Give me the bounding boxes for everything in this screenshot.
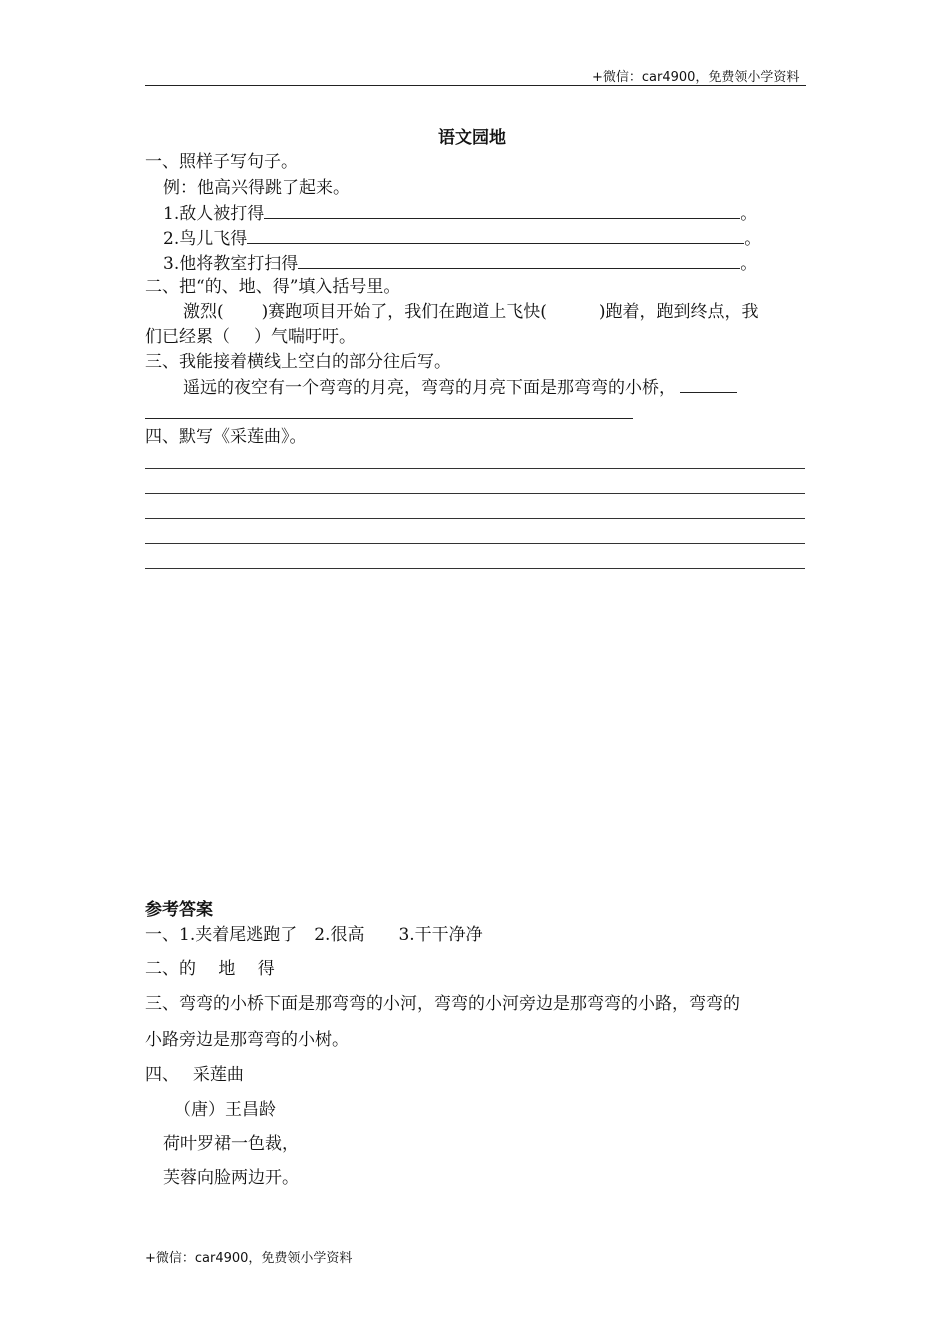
poem-line-2: 芙蓉向脸两边开。: [163, 1168, 299, 1188]
section1-item-3: [163, 253, 757, 275]
section1-item-2: [163, 228, 761, 250]
section2-line-1: [183, 301, 759, 323]
answer-3-line-1: 三、弯弯的小桥下面是那弯弯的小河，弯弯的小河旁边是那弯弯的小路，弯弯的: [145, 994, 740, 1014]
answer-blank[interactable]: [247, 229, 744, 244]
answer-4-label: 四、 采莲曲: [145, 1065, 244, 1085]
fill-text: ）气喘吁吁。: [254, 327, 356, 347]
item-lead: 3.他将教室打扫得: [163, 254, 299, 274]
section3-passage: 遥远的夜空有一个弯弯的月亮，弯弯的月亮下面是那弯弯的小桥，: [183, 378, 676, 398]
fill-text: 激烈(: [183, 302, 224, 322]
section3-text: [183, 377, 737, 399]
header-rule: [145, 85, 806, 86]
section4-heading: 四、默写《采莲曲》。: [145, 427, 307, 447]
fill-text: )跑着，跑到终点，我: [598, 302, 759, 322]
item-lead: 2.鸟儿飞得: [163, 229, 248, 249]
header-promo: +微信：car4900，免费领小学资料: [592, 70, 800, 85]
fill-text: 们已经累（: [145, 327, 230, 347]
fill-text: )赛跑项目开始了，我们在跑道上飞快(: [261, 302, 547, 322]
writing-line[interactable]: [145, 543, 805, 544]
section3-heading: 三、我能接着横线上空白的部分往后写。: [145, 352, 451, 372]
writing-line[interactable]: [145, 493, 805, 494]
answer-1: 一、1.夹着尾逃跑了 2.很高 3.干干净净: [145, 925, 483, 945]
writing-line[interactable]: [145, 468, 805, 469]
writing-line[interactable]: [145, 518, 805, 519]
continue-line[interactable]: [145, 418, 633, 419]
item-end: 。: [744, 229, 762, 249]
poem-author: （唐）王昌龄: [174, 1100, 276, 1120]
continue-blank[interactable]: [680, 378, 737, 393]
item-lead: 1.敌人被打得: [163, 204, 265, 224]
writing-line[interactable]: [145, 568, 805, 569]
item-end: 。: [740, 254, 758, 274]
poem-line-1: 荷叶罗裙一色裁，: [163, 1134, 299, 1154]
item-end: 。: [740, 204, 758, 224]
section2-line-2: [145, 326, 356, 348]
page-title: 语文园地: [438, 128, 506, 148]
answers-heading: 参考答案: [145, 900, 213, 920]
section2-heading: 二、把“的、地、得”填入括号里。: [145, 277, 401, 297]
answer-blank[interactable]: [264, 204, 740, 219]
section1-heading: 一、照样子写句子。: [145, 152, 298, 172]
answer-2: 二、的 地 得: [145, 959, 275, 979]
footer-promo: +微信：car4900，免费领小学资料: [145, 1251, 353, 1266]
answer-3-line-2: 小路旁边是那弯弯的小树。: [145, 1030, 349, 1050]
answer-blank[interactable]: [298, 254, 740, 269]
section1-item-1: [163, 203, 757, 225]
section1-example: 例：他高兴得跳了起来。: [163, 178, 350, 198]
